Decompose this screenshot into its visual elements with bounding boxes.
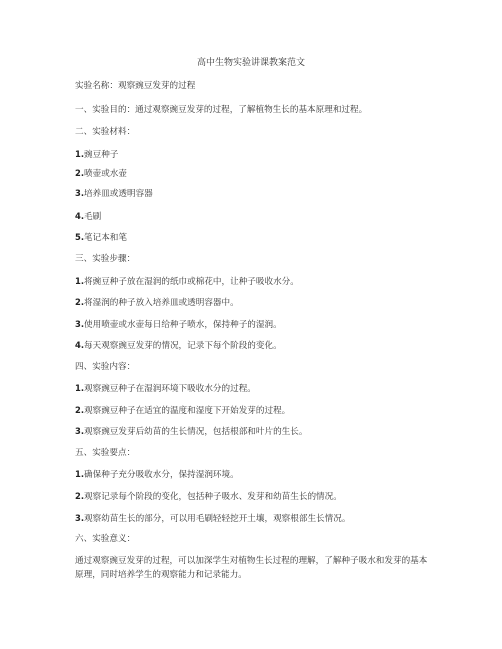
- materials-heading: 二、实验材料：: [75, 127, 136, 137]
- item-number: 2.: [75, 297, 85, 307]
- item-number: 1.: [75, 383, 85, 393]
- list-item: [75, 231, 127, 244]
- list-item: [75, 468, 239, 481]
- list-item: [75, 296, 239, 309]
- item-text: 观察豌豆发芽后幼苗的生长情况，包括根部和叶片的生长。: [84, 427, 308, 437]
- points-heading: 五、实验要点：: [75, 448, 136, 458]
- item-text: 使用喷壶或水壶每日给种子喷水，保持种子的湿润。: [84, 320, 282, 330]
- experiment-name: 实验名称：观察豌豆发芽的过程: [75, 81, 196, 91]
- list-item: [75, 512, 350, 525]
- item-text: 笔记本和笔: [84, 233, 127, 243]
- list-item: [75, 425, 307, 438]
- content-heading: 四、实验内容：: [75, 362, 136, 372]
- list-item: [75, 187, 153, 200]
- item-text: 毛刷: [84, 212, 102, 222]
- item-text: 观察幼苗生长的部分，可以用毛刷轻轻挖开土壤，观察根部生长情况。: [84, 514, 351, 524]
- item-text: 确保种子充分吸收水分，保持湿润环境。: [84, 470, 239, 480]
- list-item: [75, 210, 101, 223]
- item-number: 1.: [75, 149, 85, 159]
- item-number: 2.: [75, 168, 85, 178]
- item-number: 1.: [75, 276, 85, 286]
- item-text: 观察豌豆种子在湿润环境下吸收水分的过程。: [84, 384, 256, 394]
- list-item: [75, 382, 256, 395]
- item-number: 3.: [75, 426, 85, 436]
- item-number: 5.: [75, 232, 85, 242]
- item-text: 豌豆种子: [84, 150, 119, 160]
- list-item: [75, 148, 118, 161]
- item-text: 将豌豆种子放在湿润的纸巾或棉花中，让种子吸收水分。: [84, 277, 299, 287]
- item-number: 3.: [75, 513, 85, 523]
- item-text: 每天观察豌豆发芽的情况，记录下每个阶段的变化。: [84, 341, 282, 351]
- document-title: 高中生物实验讲课教案范文: [196, 58, 305, 68]
- item-number: 4.: [75, 211, 85, 221]
- item-number: 3.: [75, 319, 85, 329]
- item-text: 培养皿或透明容器: [84, 189, 153, 199]
- item-number: 2.: [75, 491, 85, 501]
- item-text: 观察记录每个阶段的变化，包括种子吸水、发芽和幼苗生长的情况。: [84, 492, 342, 502]
- item-number: 4.: [75, 340, 85, 350]
- list-item: [75, 275, 299, 288]
- purpose-line: 一、实验目的：通过观察豌豆发芽的过程，了解植物生长的基本原理和过程。: [75, 105, 368, 115]
- item-number: 2.: [75, 405, 85, 415]
- list-item: [75, 339, 282, 352]
- item-text: 喷壶或水壶: [84, 169, 127, 179]
- list-item: [75, 318, 282, 331]
- list-item: [75, 404, 290, 417]
- steps-heading: 三、实验步骤：: [75, 254, 136, 264]
- list-item: [75, 490, 342, 503]
- item-number: 1.: [75, 469, 85, 479]
- item-text: 将湿润的种子放入培养皿或透明容器中。: [84, 298, 239, 308]
- list-item: [75, 167, 127, 180]
- significance-paragraph: 通过观察豌豆发芽的过程，可以加深学生对植物生长过程的理解，了解种子吸水和发芽的基本原理，同时培养学生的观察能力和记录能力。: [75, 556, 428, 580]
- item-number: 3.: [75, 188, 85, 198]
- item-text: 观察豌豆种子在适宜的温度和湿度下开始发芽的过程。: [84, 406, 291, 416]
- significance-heading: 六、实验意义：: [75, 534, 136, 544]
